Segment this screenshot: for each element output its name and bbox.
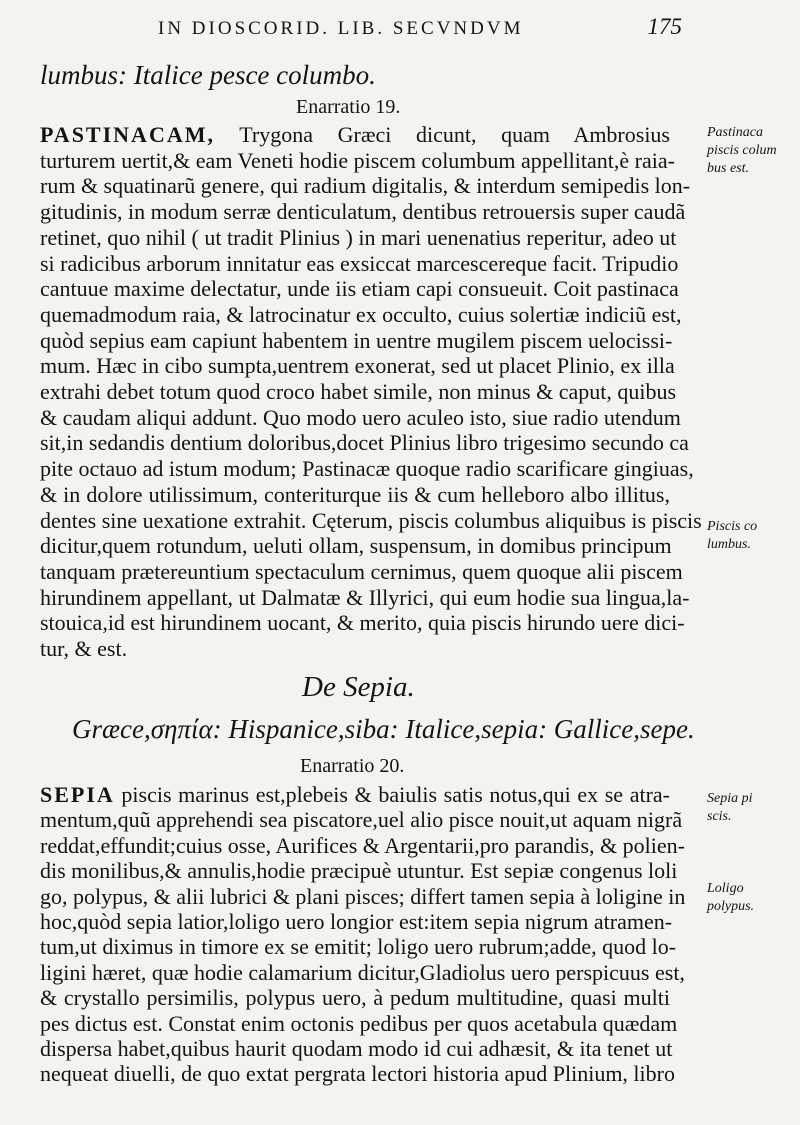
text-line: rum & squatinarũ genere, qui radium digitalis, & interdum semipedis lon- — [40, 173, 691, 199]
text-line: cantuue maxime delectatur, unde iis etiam capi consueuit. Coit pastinaca — [40, 276, 679, 302]
text-line: sit,in sedandis dentium doloribus,docet Plinius libro trigesimo secundo ca — [40, 430, 689, 456]
margin-note — [707, 124, 777, 178]
text-line: go, polypus, & alii lubrici & plani pisces; differt tamen sepia à loligine in — [40, 883, 686, 909]
text-line: gitudinis, in modum serræ denticulatum, dentibus retrouersis super caudã — [40, 199, 686, 225]
margin-note-line: lumbus. — [707, 537, 751, 552]
text-line: mum. Hæc in cibo sumpta,uentrem exonerat, sed ut placet Plinio, ex illa — [40, 353, 675, 379]
initial-word: PASTINACAM, — [40, 122, 215, 147]
continued-line: lumbus: Italice pesce columbo. — [40, 60, 376, 90]
text-line: quemadmodum raia, & latrocinatur ex occulto, cuius solertiæ indiciũ est, — [40, 301, 682, 327]
text-line: dicitur,quem rotundum, ueluti ollam, suspensum, in domibus principum — [40, 533, 672, 559]
text-line: & caudam aliqui addunt. Quo modo uero aculeo isto, siue radio utendum — [40, 404, 681, 430]
page-number: 175 — [647, 14, 682, 39]
text-line — [40, 122, 670, 148]
margin-note-line: Sepia pi — [707, 791, 753, 806]
text-line: ligini hæret, quæ hodie calamarium dicitur,Gladiolus uero perspicuus est, — [40, 959, 685, 985]
text-line — [40, 782, 670, 808]
text-line: & crystallo persimilis, polypus uero, à pedum multitudine, quasi multi — [40, 985, 670, 1011]
text-line: pes dictus est. Constat enim octonis pedibus per quos acetabula quædam — [40, 1010, 678, 1036]
initial-word: SEPIA — [40, 782, 115, 807]
margin-note-line: scis. — [707, 809, 732, 824]
text-line: dispersa habet,quibus haurit quodam modo id cui adhæsit, & ita tenet ut — [40, 1036, 673, 1061]
margin-note — [707, 880, 754, 916]
running-head: IN DIOSCORID. LIB. SECVNDVM — [158, 18, 524, 39]
text-line: nequeat diuelli, de quo extat pergrata lectori historia apud Plinium, libro — [40, 1061, 675, 1087]
text-line: hirundinem appellant, ut Dalmatæ & Illyrici, qui eum hodie sua lingua,la- — [40, 584, 690, 610]
section-heading-enarratio-20: Enarratio 20. — [300, 755, 405, 777]
text-line: turturem uertit,& eam Veneti hodie piscem columbum appellitant,è raia- — [40, 147, 675, 173]
text-span: Trygona Græci dicunt, quam Ambrosius — [214, 122, 670, 147]
text-line: si radicibus arborum innitatur eas exsiccat marcescereque facit. Tripudio — [40, 250, 679, 276]
text-line: reddat,effundit;cuius osse, Aurifices & Argentarii,pro parandis, & polien- — [40, 832, 685, 858]
section-heading-enarratio-19: Enarratio 19. — [296, 96, 401, 118]
margin-note — [707, 518, 757, 554]
margin-note — [707, 790, 753, 826]
margin-note-line: Pastinaca — [707, 125, 763, 140]
text-line: & in dolore utilissimum, conteriturque iis & cum helleboro albo illitus, — [40, 481, 670, 507]
text-line: extrahi debet totum quod croco habet simile, non minus & caput, quibus — [40, 379, 677, 404]
text-span: piscis marinus est,plebeis & baiulis satis notus,qui ex se atra- — [114, 782, 670, 807]
text-line: pite octauo ad istum modum; Pastinacæ quoque radio scarificare gingiuas, — [40, 456, 694, 482]
margin-note-line: piscis colum — [707, 143, 777, 158]
text-line: mentum,quũ apprehendi sea piscatore,uel alio pisce nouit,ut aquam nigrã — [40, 807, 683, 833]
text-line: quòd sepius eam capiunt habentem in uentre mugilem piscem uelocissi- — [40, 327, 673, 353]
text-line: hoc,quòd sepia latior,loligo uero longior est:item sepia nigrum atramen- — [40, 909, 673, 934]
text-line: tur, & est. — [40, 636, 128, 661]
text-line: retinet, quo nihil ( ut tradit Plinius ) in mari uenenatius reperitur, adeo ut — [40, 224, 677, 250]
margin-note-line: bus est. — [707, 161, 749, 176]
text-line: dentes sine uexatione extrahit. Cęterum, piscis columbus aliquibus is piscis — [40, 507, 702, 533]
section-subtitle-names: Græce,σηπία: Hispanice,siba: Italice,sepia: Gallice,sepe. — [72, 714, 695, 744]
margin-note-line: Loligo — [707, 881, 744, 896]
text-line: dis monilibus,& annulis,hodie præcipuè utuntur. Est sepiæ congenus loli — [40, 858, 678, 884]
text-line: tum,ut diximus in timore ex se emitit; loligo uero rubrum;adde, quod lo- — [40, 934, 677, 960]
text-line: tanquam prætereuntium spectaculum cernimus, quem quoque alii piscem — [40, 558, 683, 584]
text-line: stouica,id est hirundinem uocant, & merito, quia piscis hirundo uere dici- — [40, 610, 685, 636]
section-title-de-sepia: De Sepia. — [302, 671, 415, 703]
margin-note-line: polypus. — [707, 899, 755, 914]
margin-note-line: Piscis co — [707, 519, 758, 534]
